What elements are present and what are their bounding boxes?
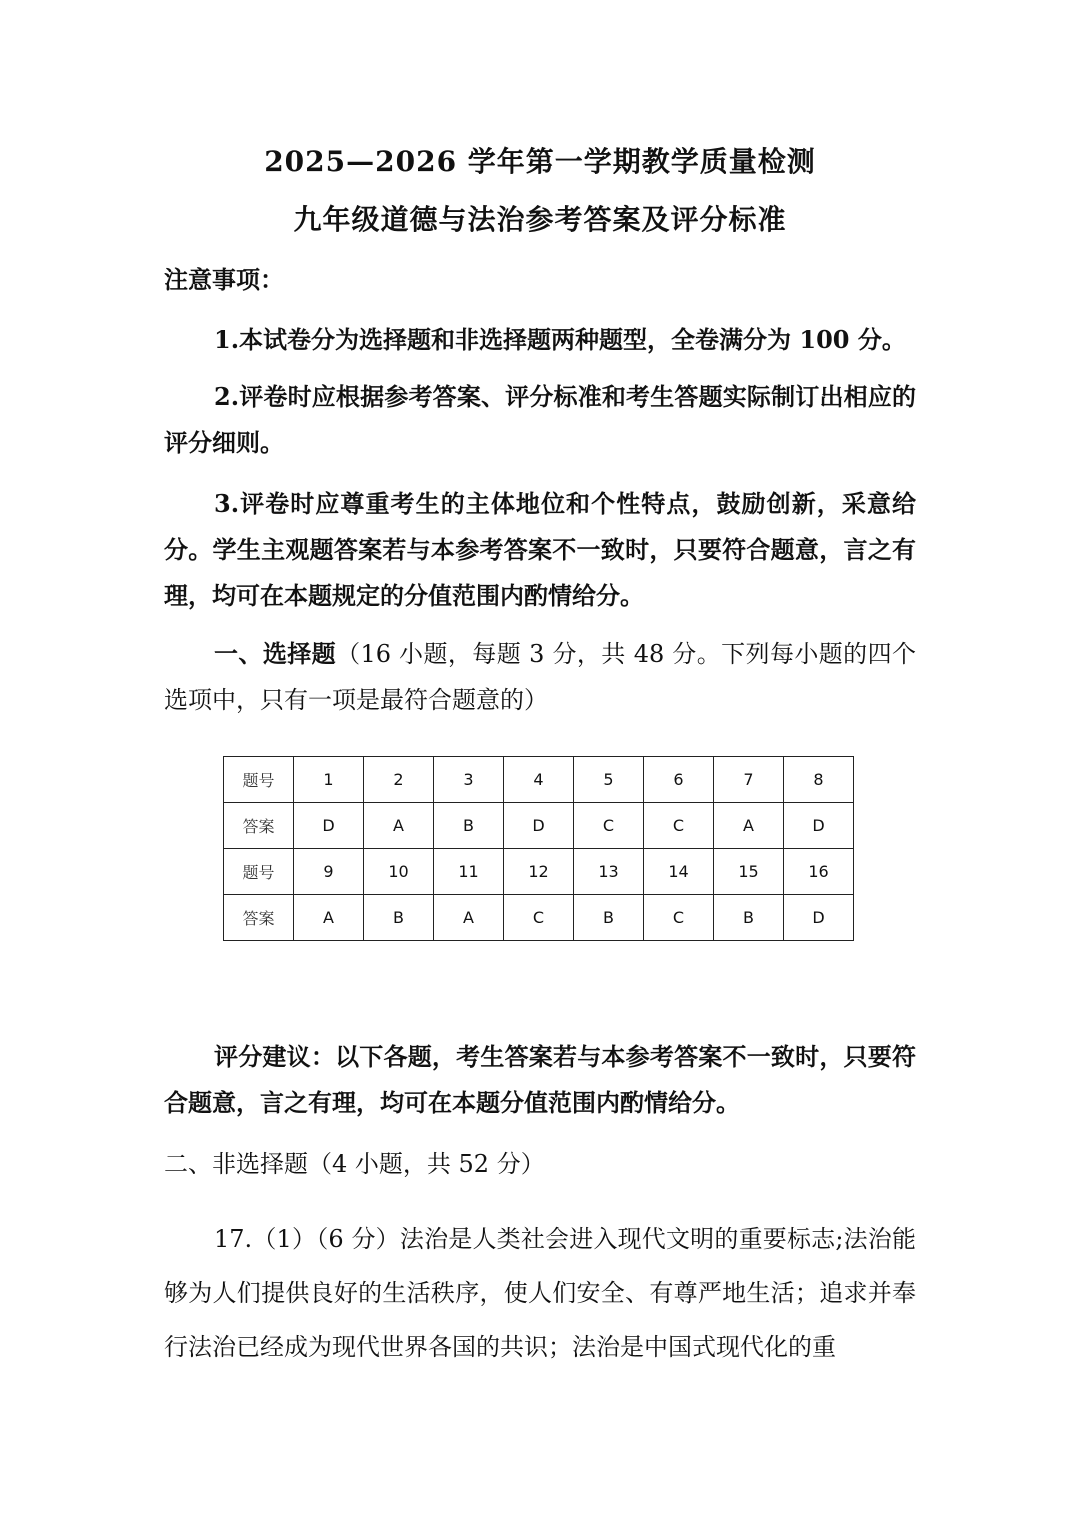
question-number: 6: [644, 757, 714, 803]
row-label-answer: 答案: [224, 803, 294, 849]
section1-intro: [164, 631, 916, 723]
answer-cell: B: [714, 895, 784, 941]
row-label-number: 题号: [224, 757, 294, 803]
table-row: [224, 895, 854, 941]
question-number: 12: [504, 849, 574, 895]
answer-cell: B: [364, 895, 434, 941]
question-number: 4: [504, 757, 574, 803]
question-number: 11: [434, 849, 504, 895]
document-title: 2025—2026 学年第一学期教学质量检测: [264, 145, 816, 178]
answer-cell: A: [434, 895, 504, 941]
answer-cell: C: [644, 803, 714, 849]
answer-cell: D: [784, 895, 854, 941]
question-number: 7: [714, 757, 784, 803]
answer-cell: D: [784, 803, 854, 849]
question-number: 5: [574, 757, 644, 803]
question-number: 2: [364, 757, 434, 803]
note-2: 2.评卷时应根据参考答案、评分标准和考生答题实际制订出相应的评分细则。: [164, 382, 916, 457]
answer-cell: B: [574, 895, 644, 941]
question-number: 8: [784, 757, 854, 803]
document-subtitle: 九年级道德与法治参考答案及评分标准: [293, 203, 787, 236]
answer-cell: C: [504, 895, 574, 941]
answer-cell: D: [294, 803, 364, 849]
note-1: 1.本试卷分为选择题和非选择题两种题型，全卷满分为 100 分。: [214, 325, 906, 354]
section1-heading: 一、选择题: [214, 639, 337, 668]
table-row: [224, 803, 854, 849]
question-number: 9: [294, 849, 364, 895]
answer-cell: B: [434, 803, 504, 849]
answer-cell: C: [574, 803, 644, 849]
answer-cell: A: [294, 895, 364, 941]
question-number: 14: [644, 849, 714, 895]
table-row: [224, 757, 854, 803]
answer-cell: A: [364, 803, 434, 849]
answer-cell: C: [644, 895, 714, 941]
row-label-answer: 答案: [224, 895, 294, 941]
section2-heading: 二、非选择题（4 小题，共 52 分）: [164, 1150, 545, 1178]
answer-cell: A: [714, 803, 784, 849]
table-row: [224, 849, 854, 895]
question-number: 3: [434, 757, 504, 803]
answer-table: [223, 756, 854, 941]
row-label-number: 题号: [224, 849, 294, 895]
question-number: 15: [714, 849, 784, 895]
section1-description: （16 小题，每题 3 分，共 48 分。下列每小题的四个选项中，只有一项是最符合题意的）: [164, 640, 916, 714]
question-number: 16: [784, 849, 854, 895]
question-number: 10: [364, 849, 434, 895]
note-3: 3.评卷时应尊重考生的主体地位和个性特点，鼓励创新，采意给分。学生主观题答案若与本参考答案不一致时，只要符合题意，言之有理，均可在本题规定的分值范围内酌情给分。: [164, 489, 916, 610]
question-17-answer: 17.（1）（6 分）法治是人类社会进入现代文明的重要标志;法治能够为人们提供良好的生活秩序，使人们安全、有尊严地生活；追求并奉行法治已经成为现代世界各国的共识；法治是中国式现代化的重: [164, 1225, 916, 1361]
question-number: 1: [294, 757, 364, 803]
question-number: 13: [574, 849, 644, 895]
answer-cell: D: [504, 803, 574, 849]
scoring-advice: 评分建议：以下各题，考生答案若与本参考答案不一致时，只要符合题意，言之有理，均可在本题分值范围内酌情给分。: [164, 1042, 916, 1117]
notes-heading: 注意事项：: [164, 265, 284, 294]
